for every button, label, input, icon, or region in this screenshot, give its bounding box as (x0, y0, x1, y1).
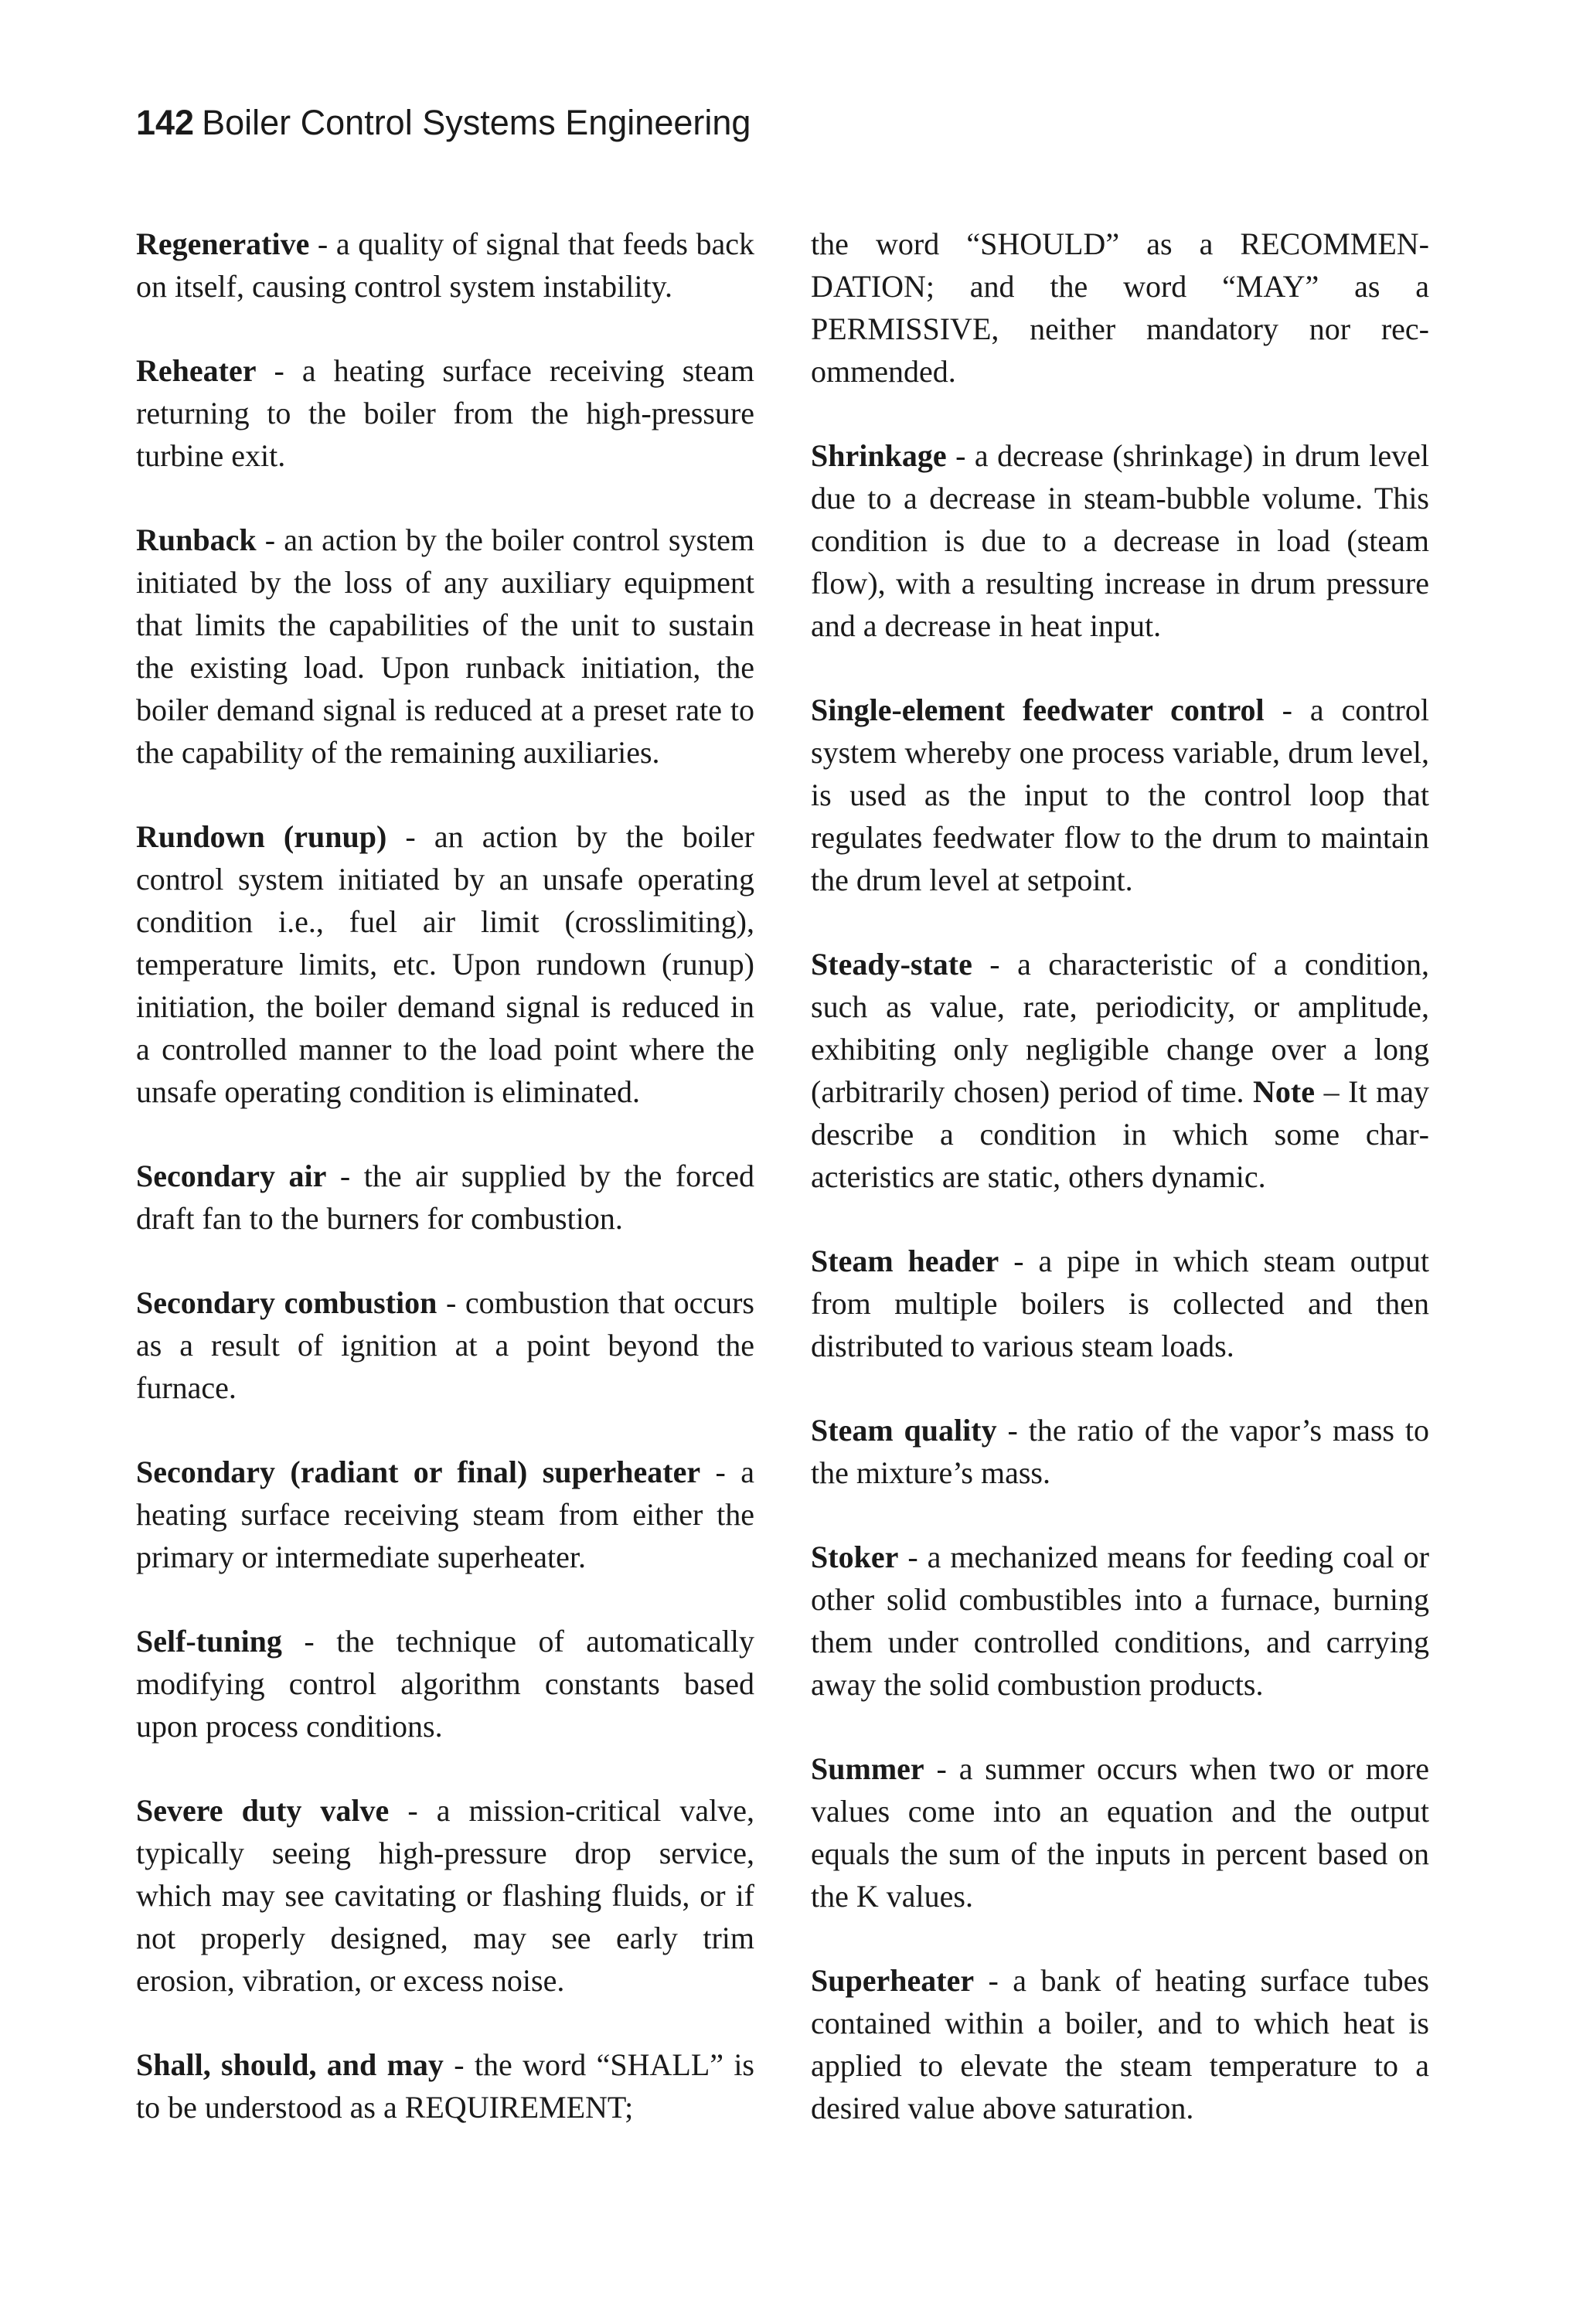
glossary-definition: combustion that occurs as a result of ignition at a point beyond the furnace. (136, 1285, 754, 1405)
glossary-term: Secondary air (136, 1159, 327, 1193)
glossary-term: Shrinkage (811, 438, 947, 473)
note-label: Note (1253, 1074, 1316, 1109)
glossary-term: Rundown (runup) (136, 819, 387, 854)
glossary-term: Secondary combustion (136, 1285, 437, 1320)
glossary-definition: the ratio of the vapor’s mass to the mixture’s mass. (811, 1413, 1429, 1490)
glossary-definition: a decrease (shrinkage) in drum level due to a decrease in steam-bubble volume. This condition is due to a decrease in load (steam flow), with a resulting increase in drum pressure and a decrease in heat input. (811, 438, 1429, 643)
glossary-definition: the word “SHOULD” as a RECOMMENDATION; and the word “MAY” as a PERMISSIVE, neither mandatory nor recommended. (811, 226, 1429, 389)
glossary-entry (811, 1409, 1429, 1494)
glossary-entry (136, 349, 754, 477)
glossary-term: Regenerative (136, 226, 310, 261)
glossary-entry (136, 223, 754, 308)
glossary-column-right (811, 223, 1429, 2129)
glossary-definition: a mission-critical valve, typically seeing high-pressure drop service, which may see cavitating or flashing fluids, or if not properly designed, may see early trim erosion, vibration, or excess noise. (136, 1793, 755, 1998)
glossary-definition: a characteristic of a condition, such as value, rate, periodicity, or amplitude, exhibiting only negligible change over a long (arbitrarily chosen) period of time. (811, 947, 1430, 1109)
glossary-term: Secondary (radiant or final) superheater (136, 1455, 701, 1489)
glossary-term: Reheater (136, 353, 257, 388)
glossary-term: Steady-state (811, 947, 972, 982)
glossary-term: Stoker (811, 1540, 899, 1574)
glossary-entry (136, 1620, 754, 1747)
glossary-term: Summer (811, 1751, 924, 1786)
glossary-definition: an action by the boiler control system initiated by the loss of any auxiliary equipment that limits the capabilities of the unit to sustain the existing load. Upon runback initiation, the boiler demand signal is reduced at a preset rate to the capability of the remaining auxiliaries. (136, 522, 754, 770)
glossary-entry (136, 1281, 754, 1409)
glossary-definition: the technique of automatically modifying control algorithm constants based upon process conditions. (136, 1624, 754, 1744)
glossary-definition: an action by the boiler control system initiated by an unsafe operating condition i.e., fuel air limit (crosslimiting), temperature limits, etc. Upon rundown (runup) initiation, the boiler demand signal is reduced in a controlled manner to the load point where the unsafe operating condition is eliminated. (136, 819, 754, 1109)
glossary-definition: a heating surface receiving steam from either the primary or intermediate superheater. (136, 1455, 754, 1574)
glossary-term: Shall, should, and may (136, 2047, 444, 2082)
glossary-definition: a pipe in which steam output from multiple boilers is collected and then distributed to various steam loads. (811, 1244, 1429, 1363)
glossary-entry (811, 1747, 1429, 1917)
page-number: 142 (136, 103, 195, 142)
glossary-entry (136, 815, 754, 1113)
glossary-entry (136, 1789, 754, 2002)
glossary-entry (136, 2043, 754, 2128)
glossary-definition: the word “SHALL” is to be understood as a REQUIREMENT; (136, 2047, 754, 2125)
glossary-term: Self-tuning (136, 1624, 282, 1659)
glossary-definition: a mechanized means for feeding coal or other solid combustibles into a furnace, burning them under controlled conditions, and carrying away the solid combustion products. (811, 1540, 1429, 1702)
glossary-entry (811, 1959, 1429, 2129)
glossary-entry (811, 434, 1429, 647)
glossary-definition: a control system whereby one process variable, drum level, is used as the input to the control loop that regulates feedwater flow to the drum to maintain the drum level at setpoint. (811, 692, 1429, 897)
glossary-entry-continued (811, 223, 1429, 393)
glossary-entry (136, 519, 754, 774)
glossary-definition: the air supplied by the forced draft fan to the burners for combustion. (136, 1159, 754, 1236)
glossary-term: Steam quality (811, 1413, 997, 1448)
glossary-term: Severe duty valve (136, 1793, 390, 1828)
glossary-definition: a quality of signal that feeds back on itself, causing control system instability. (136, 226, 754, 304)
glossary-definition: a heating surface receiving steam returning to the boiler from the high-pressure turbine exit. (136, 353, 754, 473)
glossary-entry (136, 1155, 754, 1240)
glossary-entry (811, 1240, 1429, 1367)
glossary-definition: a summer occurs when two or more values come into an equation and the output equals the sum of the inputs in percent based on the K values. (811, 1751, 1429, 1914)
glossary-entry (136, 1451, 754, 1578)
glossary-term: Single-element feedwater control (811, 692, 1265, 727)
glossary-term: Runback (136, 522, 257, 557)
glossary-definition: a bank of heating surface tubes contained within a boiler, and to which heat is applied to elevate the steam temperature to a desired value above saturation. (811, 1963, 1429, 2125)
running-head (136, 105, 751, 140)
glossary-term: Superheater (811, 1963, 975, 1998)
glossary-column-left (136, 223, 754, 2128)
glossary-term: Steam header (811, 1244, 999, 1278)
glossary-entry (811, 689, 1429, 901)
book-title: Boiler Control Systems Engineering (202, 103, 751, 142)
glossary-entry: Steady-state- a characteristic of a condition, such as value, rate, periodicity, or amplitude, exhibiting only negligible change over a long (arbitrarily chosen) period of time. Note – It may describe a condition in which some characteristics are static, others dynamic. (811, 943, 1429, 1198)
glossary-entry (811, 1536, 1429, 1706)
note-text: It may describe a condition in which some characteristics are static, others dynamic. (811, 1074, 1429, 1194)
